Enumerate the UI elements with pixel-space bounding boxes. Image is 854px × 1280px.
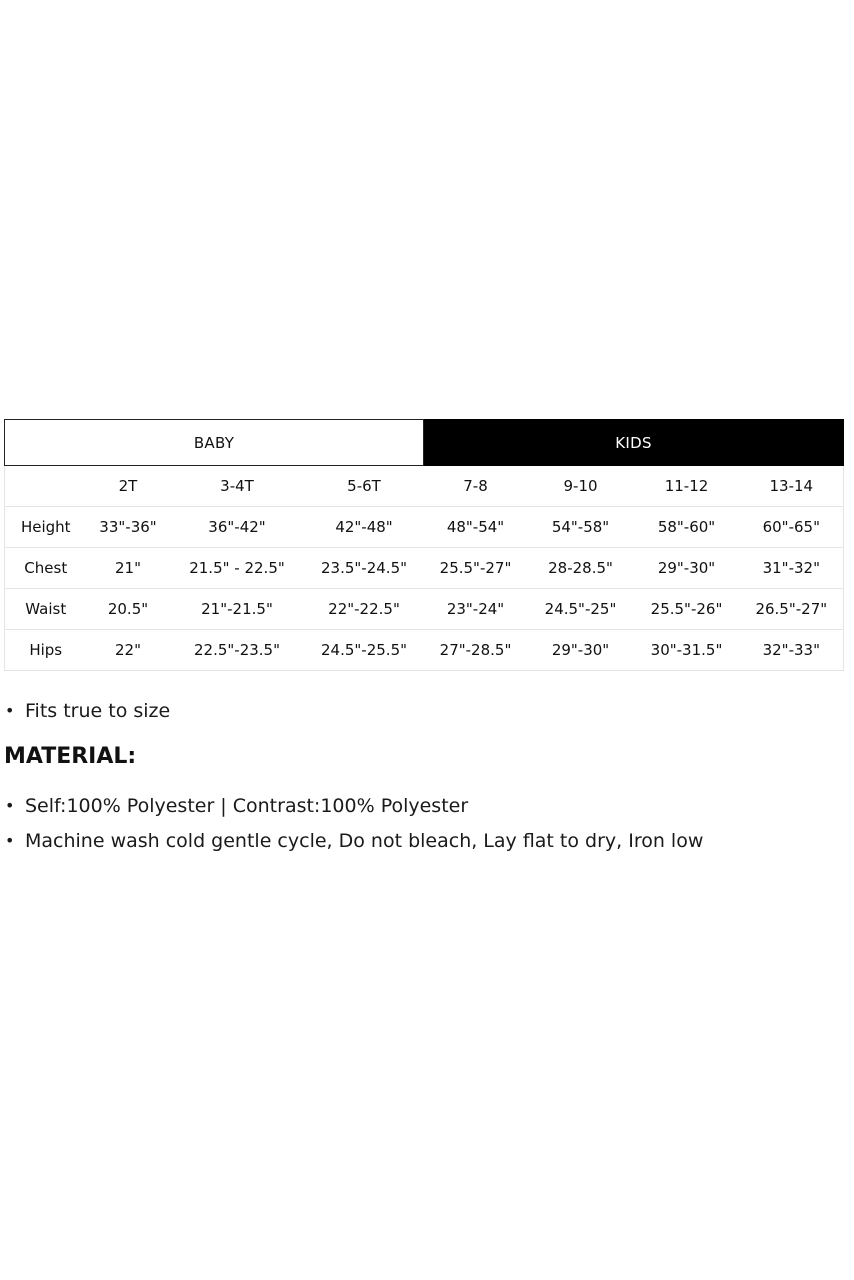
measurement-cell: 29"-30" bbox=[528, 630, 634, 671]
measurement-cell: 26.5"-27" bbox=[740, 589, 844, 630]
measurement-label: Waist bbox=[5, 589, 87, 630]
size-label-row bbox=[5, 466, 844, 507]
size-label: 9-10 bbox=[528, 466, 634, 507]
group-header-baby: BABY bbox=[5, 420, 424, 466]
bullet-icon: • bbox=[5, 831, 15, 850]
size-label: 13-14 bbox=[740, 466, 844, 507]
fit-note-text: Fits true to size bbox=[25, 700, 171, 722]
measurement-label: Chest bbox=[5, 548, 87, 589]
measurement-cell: 58"-60" bbox=[634, 507, 740, 548]
care-instructions-text: Machine wash cold gentle cycle, Do not bleach, Lay flat to dry, Iron low bbox=[25, 830, 704, 852]
list-item bbox=[4, 699, 170, 734]
bullet-icon: • bbox=[5, 701, 15, 720]
measurement-cell: 21" bbox=[87, 548, 170, 589]
measurement-cell: 27"-28.5" bbox=[424, 630, 528, 671]
measurement-cell: 24.5"-25" bbox=[528, 589, 634, 630]
size-label: 11-12 bbox=[634, 466, 740, 507]
measurement-cell: 22.5"-23.5" bbox=[170, 630, 305, 671]
bullet-icon: • bbox=[5, 796, 15, 815]
material-composition-text: Self:100% Polyester | Contrast:100% Polyester bbox=[25, 795, 469, 817]
measurement-cell: 25.5"-26" bbox=[634, 589, 740, 630]
measurement-cell: 31"-32" bbox=[740, 548, 844, 589]
group-header-kids: KIDS bbox=[424, 420, 844, 466]
list-item bbox=[4, 794, 703, 829]
size-label: 3-4T bbox=[170, 466, 305, 507]
measurement-cell: 23"-24" bbox=[424, 589, 528, 630]
measurement-cell: 21"-21.5" bbox=[170, 589, 305, 630]
measurement-row-chest bbox=[5, 548, 844, 589]
measurement-cell: 30"-31.5" bbox=[634, 630, 740, 671]
size-label: 5-6T bbox=[305, 466, 424, 507]
measurement-cell: 33"-36" bbox=[87, 507, 170, 548]
measurement-cell: 20.5" bbox=[87, 589, 170, 630]
corner-cell bbox=[5, 466, 87, 507]
measurement-cell: 48"-54" bbox=[424, 507, 528, 548]
measurement-cell: 36"-42" bbox=[170, 507, 305, 548]
fit-notes-list bbox=[4, 699, 170, 734]
size-label: 7-8 bbox=[424, 466, 528, 507]
material-heading: MATERIAL: bbox=[4, 744, 137, 769]
size-group-row bbox=[5, 420, 844, 466]
measurement-cell: 21.5" - 22.5" bbox=[170, 548, 305, 589]
measurement-cell: 42"-48" bbox=[305, 507, 424, 548]
measurement-cell: 22" bbox=[87, 630, 170, 671]
material-list bbox=[4, 794, 703, 864]
size-chart-table bbox=[4, 419, 844, 671]
measurement-cell: 60"-65" bbox=[740, 507, 844, 548]
measurement-cell: 23.5"-24.5" bbox=[305, 548, 424, 589]
measurement-row-height bbox=[5, 507, 844, 548]
measurement-row-hips bbox=[5, 630, 844, 671]
measurement-row-waist bbox=[5, 589, 844, 630]
list-item bbox=[4, 829, 703, 864]
measurement-label: Height bbox=[5, 507, 87, 548]
measurement-cell: 29"-30" bbox=[634, 548, 740, 589]
measurement-cell: 24.5"-25.5" bbox=[305, 630, 424, 671]
measurement-cell: 32"-33" bbox=[740, 630, 844, 671]
measurement-cell: 54"-58" bbox=[528, 507, 634, 548]
measurement-cell: 25.5"-27" bbox=[424, 548, 528, 589]
measurement-label: Hips bbox=[5, 630, 87, 671]
measurement-cell: 28-28.5" bbox=[528, 548, 634, 589]
size-label: 2T bbox=[87, 466, 170, 507]
measurement-cell: 22"-22.5" bbox=[305, 589, 424, 630]
